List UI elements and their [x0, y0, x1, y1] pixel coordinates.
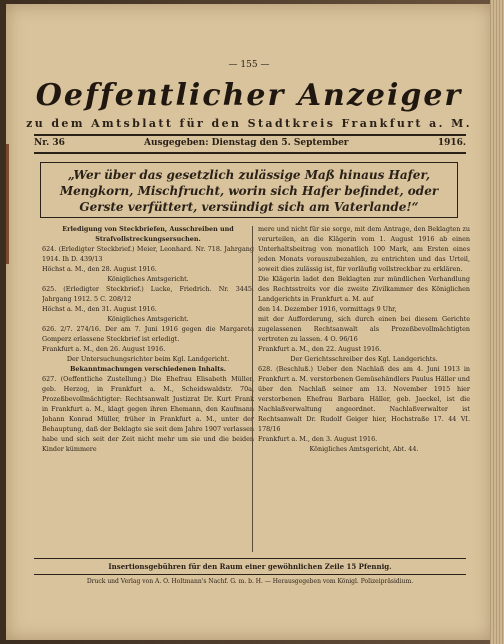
paragraph: den 14. Dezember 1916, vormittags 9 Uhr,: [258, 305, 397, 313]
page-tab-mark: [6, 144, 9, 264]
signature-line: Der Untersuchungsrichter beim Kgl. Landgericht.: [66, 355, 230, 363]
paragraph: Höchst a. M., den 28. August 1916.: [42, 265, 157, 273]
paragraph: Die Klägerin ladet den Beklagten zur mündlichen Verhandlung des Rechtsstreits vor die zweite Zivilkammer des Königlichen Landgerichts in Frankfurt a. M. auf: [258, 275, 470, 303]
paragraph: Frankfurt a. M., den 22. August 1916.: [258, 345, 382, 353]
paragraph: 626. 2/7. 274/16. Der am 7. Juni 1916 gegen die Margareta Gomperz erlassene Steckbrief ist erledigt.: [42, 325, 254, 343]
footer-rule-top: [34, 558, 466, 559]
footer-rule-mid: [34, 574, 466, 575]
column-divider: [252, 226, 253, 552]
footer-note: Insertionsgebühren für den Raum einer gewöhnlichen Zeile 15 Pfennig.: [108, 562, 392, 571]
section-heading: Erledigung von Steckbriefen, Ausschreiben und Strafvollstreckungsersuchen.: [62, 225, 234, 243]
paragraph: 628. (Beschluß.) Ueber den Nachlaß des am 4. Juni 1913 in Frankfurt a. M. verstorbenen Gemüsehändlers Paulus Häller und über den Nachlaß seiner am 13. November 1915 hier verstorbenen Ehefrau Barbara Häller, geb. Jaeckel, ist die Nachlaßverwaltung angeordnet. Nachlaßverwalter ist Rechtsanwalt Dr. Rudolf Geiger hier, Hochstraße 17. 44 VI. 178/16: [258, 365, 470, 433]
paragraph: 627. (Oeffentliche Zustellung.) Die Ehefrau Elisabeth Müller, geb. Herzog, in Frankfurt a. M., Scheidswaldstr. 70a, Prozeßbevollmächtigter: Rechtsanwalt Justizrat Dr. Kurt Frank in Frankfurt a. M., klagt gegen ihren Ehemann, den Kaufmann Johann Konrad Müller, früher in Frankfurt a. M., unter der Behauptung, daß der Beklagte sie seit dem Jahre 1907 verlassen habe und sich seit der Zeit nicht mehr um sie und die beiden Kinder kümmere: [42, 375, 254, 453]
left-column: [42, 224, 254, 554]
right-column: [258, 224, 470, 554]
header-rule-bottom: [34, 152, 466, 154]
signature-line: Königliches Amtsgericht.: [107, 315, 189, 323]
page-number: — 155 —: [228, 60, 270, 70]
paragraph: Frankfurt a. M., den 3. August 1916.: [258, 435, 378, 443]
paragraph: mere und nicht für sie sorge, mit dem Antrage, den Beklagten zu verurteilen, an die Klägerin vom 1. August 1916 ab einen Unterhaltsbeitrag von monatlich 100 Mark, am Ersten eines jeden Monats vorauszubezahlen, zu entrichten und das Urteil, soweit dies zulässig ist, für vorläufig vollstreckbar zu erklären.: [258, 225, 470, 273]
paragraph: 624. (Erledigter Steckbrief.) Meier, Leonhard. Nr. 718. Jahrgang 1914. Ih D. 439/13: [42, 245, 254, 263]
paragraph: Frankfurt a. M., den 26. August 1916.: [42, 345, 166, 353]
header-rule-top: [34, 134, 466, 136]
banner-box: „Wer über das gesetzlich zulässige Maß hinaus Hafer, Mengkorn, Mischfrucht, worin sich Hafer befindet, oder Gerste verfüttert, versündigt sich am Vaterlande!“: [40, 162, 458, 218]
signature-line: Der Gerichtsschreiber des Kgl. Landgerichts.: [290, 355, 438, 363]
signature-line: Königliches Amtsgericht, Abt. 44.: [309, 445, 419, 453]
paragraph: Höchst a. M., den 31. August 1916.: [42, 305, 157, 313]
section-heading: Bekanntmachungen verschiedenen Inhalts.: [70, 365, 226, 373]
footer-printer: Druck und Verlag von A. O. Holtmann's Nachf. G. m. b. H. — Herausgegeben vom Königl. Polizeipräsidium.: [86, 578, 414, 585]
paragraph: 625. (Erledigter Steckbrief.) Lucke, Friedrich. Nr. 3445. Jahrgang 1912. 5 C. 208/12: [42, 285, 254, 303]
signature-line: Königliches Amtsgericht.: [107, 275, 189, 283]
paragraph: mit der Aufforderung, sich durch einen bei diesem Gerichte zugelassenen Rechtsanwalt als Prozeßbevollmächtigten vertreten zu lassen. 4 O. 96/16: [258, 315, 470, 343]
newspaper-title: Oeffentlicher Anzeiger: [35, 78, 463, 113]
issue-date: Ausgegeben: Dienstag den 5. September: [144, 138, 349, 148]
issue-year: 1916.: [437, 138, 466, 148]
newspaper-subtitle: zu dem Amtsblatt für den Stadtkreis Frankfurt a. M.: [26, 117, 472, 130]
document-page: [6, 4, 492, 640]
issue-number: Nr. 36: [34, 138, 65, 148]
page-edge: [490, 0, 504, 644]
